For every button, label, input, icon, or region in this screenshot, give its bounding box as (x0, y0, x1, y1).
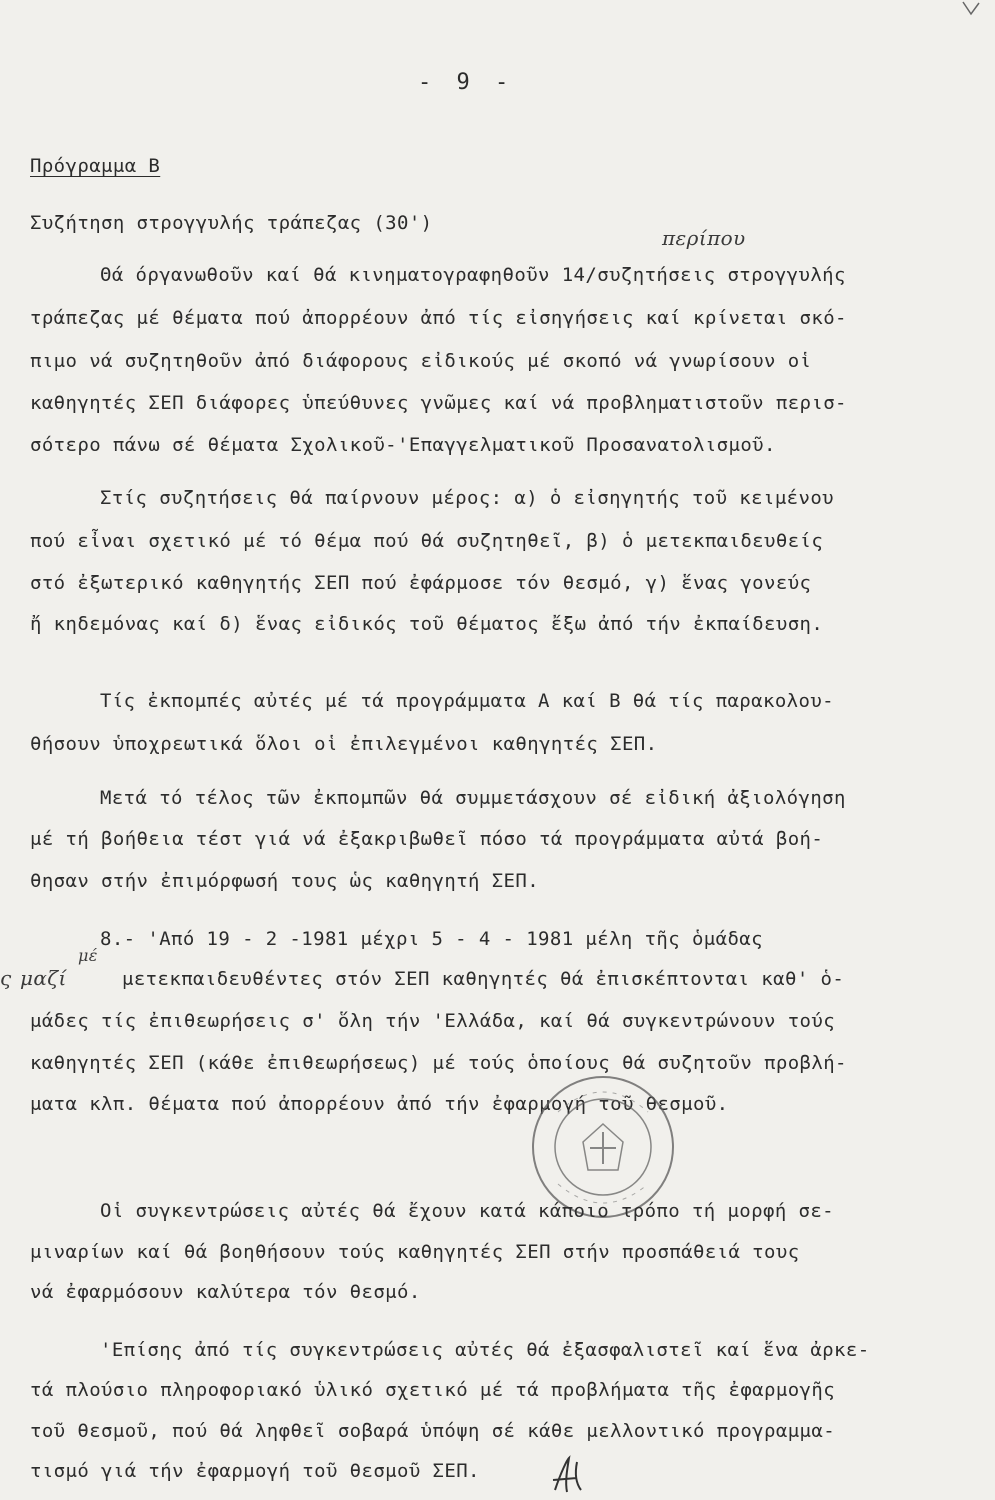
body-line: μάδες τίς ἐπιθεωρήσεις σ' ὅλη τήν 'Ελλάδα, καί θά συγκεντρώνουν τούς (30, 1010, 836, 1032)
body-line: θήσουν ὑποχρεωτικά ὅλοι οἱ ἐπιλεγμένοι καθηγητές ΣΕΠ. (30, 733, 658, 755)
body-line: θησαν στήν ἐπιμόρφωσή τους ὡς καθηγητή ΣΕΠ. (30, 870, 540, 892)
margin-note-insert: μέ (78, 946, 98, 965)
body-line: τοῦ θεσμοῦ, πού θά ληφθεῖ σοβαρά ὑπόψη σέ κάθε μελλοντικό προγραμμα- (30, 1420, 836, 1442)
body-line: ἤ κηδεμόνας καί δ) ἕνας εἰδικός τοῦ θέματος ἔξω ἀπό τήν ἐκπαίδευση. (30, 613, 824, 635)
body-line: πού εἶναι σχετικό μέ τό θέμα πού θά συζητηθεῖ, β) ὁ μετεκπαιδευθείς (30, 530, 824, 552)
body-line: μιναρίων καί θά βοηθήσουν τούς καθηγητές ΣΕΠ στήν προσπάθειά τους (30, 1241, 800, 1263)
body-line: Θά όργανωθοῦν καί θά κινηματογραφηθοῦν 14/συζητήσεις στρογγυλής (100, 264, 846, 286)
corner-tick-mark (959, 0, 983, 18)
body-line: 'Επίσης ἀπό τίς συγκεντρώσεις αὐτές θά ἐξασφαλιστεῖ καί ἕνα ἀρκε- (100, 1339, 870, 1361)
body-line: πιμο νά συζητηθοῦν ἀπό διάφορους εἰδικούς μέ σκοπό νά γνωρίσουν οἱ (30, 350, 812, 372)
body-line: μέ τή βοήθεια τέστ γιά νά ἐξακριβωθεῖ πόσο τά προγράμματα αὐτά βοή- (30, 828, 824, 850)
body-line: τισμό γιά τήν ἐφαρμογή τοῦ θεσμοῦ ΣΕΠ. (30, 1460, 480, 1482)
body-line: Τίς ἐκπομπές αὐτές μέ τά προγράμματα Α καί Β θά τίς παρακολου- (100, 690, 835, 712)
body-line: καθηγητές ΣΕΠ διάφορες ὑπεύθυνες γνῶμες καί νά προβληματιστοῦν περισ- (30, 392, 847, 414)
body-line: ματα κλπ. θέματα πού ἀπορρέουν ἀπό τήν ἐφαρμογή τοῦ θεσμοῦ. (30, 1093, 729, 1115)
margin-note-word: μαζί (20, 966, 67, 990)
body-line: τράπεζας μέ θέματα πού ἀπορρέουν ἀπό τίς εἰσηγήσεις καί κρίνεται σκό- (30, 307, 847, 329)
body-line: μετεκπαιδευθέντες στόν ΣΕΠ καθηγητές θά ἐπισκέπτονται καθ' ὁ- (122, 968, 845, 990)
margin-note-prefix: ς (0, 966, 12, 990)
body-line: νά ἐφαρμόσουν καλύτερα τόν θεσμό. (30, 1281, 421, 1303)
body-line: τά πλούσιο πληροφοριακό ὑλικό σχετικό μέ τά προβλήματα τῆς ἐφαρμογῆς (30, 1379, 836, 1401)
body-line: καθηγητές ΣΕΠ (κάθε ἐπιθεωρήσεως) μέ τούς ὁποίους θά συζητοῦν προβλή- (30, 1052, 847, 1074)
handwritten-insert-word: περίπου (662, 226, 746, 250)
page-number: - 9 - (418, 70, 515, 95)
body-line: Στίς συζητήσεις θά παίρνουν μέρος: α) ὁ εἰσηγητής τοῦ κειμένου (100, 487, 835, 509)
body-line: στό ἐξωτερικό καθηγητής ΣΕΠ πού ἐφάρμοσε τόν θεσμό, γ) ἕνας γονεύς (30, 572, 812, 594)
body-line: Οἱ συγκεντρώσεις αὐτές θά ἔχουν κατά κάποιο τρόπο τή μορφή σε- (100, 1200, 835, 1222)
section-subtitle: Συζήτηση στρογγυλής τράπεζας (30') (30, 212, 433, 234)
body-line: 8.- 'Από 19 - 2 -1981 μέχρι 5 - 4 - 1981 μέλη τῆς ὁμάδας (100, 928, 763, 950)
handwritten-initial-mark (547, 1452, 593, 1496)
body-line: Μετά τό τέλος τῶν ἐκπομπῶν θά συμμετάσχουν σέ εἰδική ἀξιολόγηση (100, 787, 846, 809)
section-heading: Πρόγραμμα Β (30, 155, 161, 177)
body-line: σότερο πάνω σέ θέματα Σχολικοῦ-'Επαγγελματικοῦ Προσανατολισμοῦ. (30, 434, 776, 456)
